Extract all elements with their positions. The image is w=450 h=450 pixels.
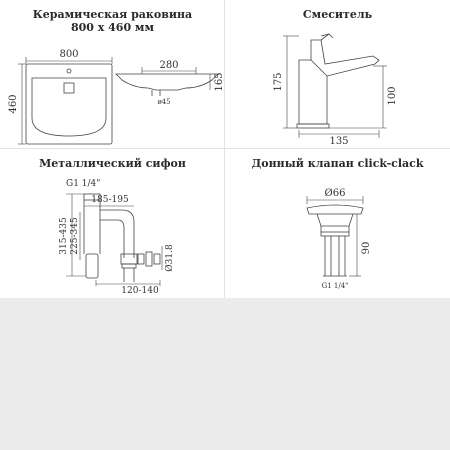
siphon-dim-depth: 120-140 <box>121 286 159 296</box>
siphon-dim-inner-height: 225-345 <box>70 217 80 255</box>
faucet-dim-spout-height: 100 <box>387 86 398 106</box>
siphon-dim-outlet: Ø31.8 <box>165 244 175 272</box>
sink-title <box>0 8 225 34</box>
sink-side-view <box>116 74 218 90</box>
faucet-base <box>297 124 329 128</box>
faucet-title: Смеситель <box>302 8 373 21</box>
faucet-dim-total-height: 175 <box>273 72 284 92</box>
sink-drain <box>64 83 74 93</box>
siphon-title: Металлический сифон <box>39 157 186 170</box>
faucet-body <box>299 40 379 124</box>
sink-tap-hole <box>67 69 71 73</box>
valve-body <box>317 214 353 226</box>
sink-dim-drain: ø45 <box>157 98 171 106</box>
sink-dim-side-height: 165 <box>214 72 225 92</box>
sink-dim-side-width: 280 <box>159 60 179 71</box>
sink-dim-depth: 460 <box>8 94 19 114</box>
valve-title: Донный клапан click-clack <box>251 157 424 170</box>
valve-dim-length: 90 <box>361 241 372 255</box>
valve-stem <box>325 236 345 276</box>
sink-bowl <box>32 78 106 136</box>
empty-area <box>0 298 450 450</box>
valve-dim-cap: Ø66 <box>324 188 346 199</box>
divider-horizontal <box>0 148 450 149</box>
faucet-dim-reach: 135 <box>329 136 349 144</box>
valve-drawing <box>225 172 450 296</box>
sink-dim-width: 800 <box>59 49 79 60</box>
siphon-dim-outer-height: 315-435 <box>59 217 69 255</box>
faucet-drawing <box>225 26 450 144</box>
sink-title-line1: Керамическая раковина <box>32 8 193 21</box>
siphon-drawing <box>0 172 225 296</box>
valve-thread-label: G1 1/4" <box>321 282 349 290</box>
sink-outline <box>26 64 112 144</box>
valve-cap <box>307 205 363 214</box>
siphon-outlet-pipe <box>100 210 134 258</box>
sink-title-line2: 800 x 460 мм <box>70 21 155 34</box>
siphon-dim-horizontal: 185-195 <box>91 195 129 205</box>
siphon-thread-label: G1 1/4" <box>66 179 101 189</box>
siphon-trap <box>86 254 98 278</box>
sink-drawing <box>0 40 225 148</box>
siphon-pipe <box>84 200 100 254</box>
